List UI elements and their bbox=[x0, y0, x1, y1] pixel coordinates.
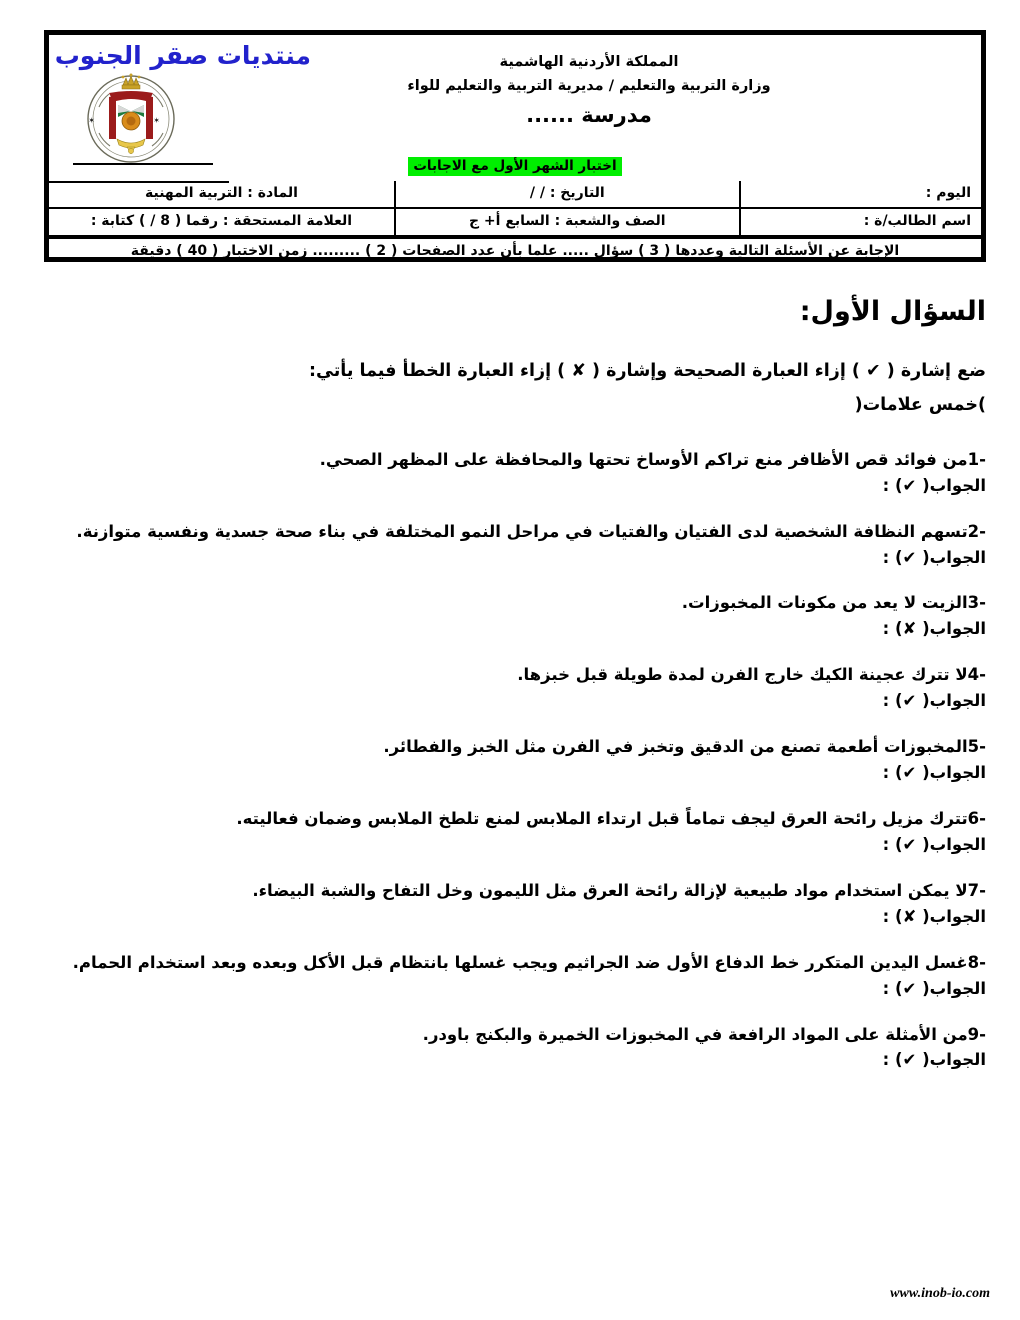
info-row-2 bbox=[49, 209, 981, 239]
day-field: اليوم : bbox=[739, 181, 981, 207]
answer-suffix: ) : bbox=[882, 547, 903, 567]
answer-prefix: الجواب( bbox=[922, 1050, 986, 1070]
question-text: -1من فوائد قص الأظافر منع تراكم الأوساخ تحتها والمحافظة على المظهر الصحي. bbox=[319, 449, 986, 469]
question-answer bbox=[44, 761, 986, 785]
question-answer bbox=[44, 833, 986, 857]
svg-text:✶: ✶ bbox=[88, 116, 95, 125]
cross-icon: ✘ bbox=[902, 906, 917, 926]
answer-suffix: ) : bbox=[882, 691, 903, 711]
question-text: -2تسهم النظافة الشخصية لدى الفتيان والفتيات في مراحل النمو المختلفة في بناء صحة جسدية ونفسية متوازنة. bbox=[76, 521, 986, 541]
info-row-3 bbox=[49, 239, 981, 264]
subject-field: المادة : التربية المهنية bbox=[144, 185, 298, 201]
answer-suffix: ) : bbox=[882, 1050, 903, 1070]
answer-prefix: الجواب( bbox=[922, 978, 986, 998]
exam-header-box bbox=[44, 30, 986, 262]
question-block bbox=[44, 448, 986, 498]
ministry-heading bbox=[249, 51, 929, 127]
question-answer bbox=[44, 1048, 986, 1072]
question-block bbox=[44, 951, 986, 1001]
answer-prefix: الجواب( bbox=[922, 547, 986, 567]
ministry-line: وزارة التربية والتعليم / مديرية التربية والتعليم للواء bbox=[407, 77, 771, 94]
question-block bbox=[44, 663, 986, 713]
kingdom-line: المملكة الأردنية الهاشمية bbox=[499, 54, 679, 70]
question-section-title: السؤال الأول: bbox=[799, 296, 986, 327]
question-answer bbox=[44, 977, 986, 1001]
svg-text:✶: ✶ bbox=[153, 116, 160, 125]
question-text: -9من الأمثلة على المواد الرافعة في المخبوزات الخميرة والبكنج باودر. bbox=[422, 1024, 986, 1044]
question-text: -6تترك مزيل رائحة العرق ليجف تماماً قبل ارتداء الملابس لمنع تلطخ الملابس وضمان فعاليته. bbox=[236, 808, 986, 828]
mark-field bbox=[49, 209, 394, 235]
mark-value: / 8 bbox=[150, 212, 171, 229]
stray-horizontal-rule bbox=[49, 181, 229, 183]
question-block bbox=[44, 735, 986, 785]
question-block bbox=[44, 591, 986, 641]
question-block bbox=[44, 520, 986, 570]
question-block bbox=[44, 807, 986, 857]
check-icon: ✔ bbox=[902, 547, 917, 567]
footer-url: www.inob-io.com bbox=[890, 1286, 990, 1301]
check-icon: ✔ bbox=[902, 475, 917, 495]
question-list bbox=[44, 448, 986, 1073]
question-text: -8غسل اليدين المتكرر خط الدفاع الأول ضد الجراثيم ويجب غسلها بانتظام قبل الأكل وبعده وبعد استخدام الحمام. bbox=[72, 952, 986, 972]
answer-prefix: الجواب( bbox=[922, 619, 986, 639]
cross-icon: ✘ bbox=[902, 619, 917, 639]
question-text: -4لا تترك عجينة الكيك خارج الفرن لمدة طويلة قبل خبزها. bbox=[517, 665, 986, 685]
question-answer bbox=[44, 689, 986, 713]
marks-note: )خمس علامات( bbox=[854, 394, 986, 415]
question-answer bbox=[44, 546, 986, 570]
check-icon: ✔ bbox=[902, 691, 917, 711]
check-icon: ✔ bbox=[902, 763, 917, 783]
answer-prefix: الجواب( bbox=[922, 906, 986, 926]
forum-watermark: منتديات صقر الجنوب bbox=[54, 41, 311, 70]
exam-instructions-line: الإجابة عن الأسئلة التالية وعددها ( 3 ) سؤال ..... علما بأن عدد الصفحات ( 2 ) ......... زمن الاختبار ( 40 ) دقيقة bbox=[130, 242, 900, 259]
mark-label: العلامة المستحقة : رقما ( bbox=[174, 212, 353, 229]
question-block bbox=[44, 879, 986, 929]
answer-suffix: ) : bbox=[882, 906, 903, 926]
check-icon: ✔ bbox=[902, 834, 917, 854]
date-field bbox=[394, 181, 739, 207]
class-field: الصف والشعبة : السابع أ+ ج bbox=[394, 209, 739, 235]
check-icon: ✔ bbox=[902, 978, 917, 998]
check-icon: ✔ bbox=[902, 1050, 917, 1070]
answer-suffix: ) : bbox=[882, 619, 903, 639]
question-answer bbox=[44, 474, 986, 498]
exam-body bbox=[44, 296, 986, 1094]
mark-label-tail: ) كتابة : bbox=[90, 212, 146, 229]
question-text: -3الزيت لا يعد من مكونات المخبوزات. bbox=[681, 593, 986, 613]
answer-prefix: الجواب( bbox=[922, 691, 986, 711]
exam-title-highlight: اختبار الشهر الأول مع الاجابات bbox=[408, 157, 621, 176]
answer-prefix: الجواب( bbox=[922, 763, 986, 783]
exam-title-row bbox=[49, 155, 981, 176]
question-text: -5المخبوزات أطعمة تصنع من الدقيق وتخبز في الفرن مثل الخبز والفطائر. bbox=[383, 737, 986, 757]
answer-prefix: الجواب( bbox=[922, 475, 986, 495]
answer-suffix: ) : bbox=[882, 475, 903, 495]
info-row-1 bbox=[49, 181, 981, 209]
school-line: مدرسة ...... bbox=[526, 102, 652, 127]
question-instructions: ضع إشارة ( ✔ ) إزاء العبارة الصحيحة وإشارة ( ✘ ) إزاء العبارة الخطأ فيما يأتي: bbox=[309, 361, 986, 382]
answer-prefix: الجواب( bbox=[922, 834, 986, 854]
student-name-field: اسم الطالب/ة : bbox=[739, 209, 981, 235]
exam-info-grid bbox=[49, 181, 981, 264]
jordan-coat-of-arms-icon bbox=[83, 63, 179, 167]
answer-suffix: ) : bbox=[882, 763, 903, 783]
date-label: التاريخ : bbox=[549, 185, 605, 201]
question-block bbox=[44, 1023, 986, 1073]
date-value: / / bbox=[529, 185, 545, 201]
question-answer bbox=[44, 617, 986, 641]
answer-suffix: ) : bbox=[882, 978, 903, 998]
question-text: -7لا يمكن استخدام مواد طبيعية لإزالة رائحة العرق مثل الليمون وخل التفاح والشبة البيضاء. bbox=[252, 880, 986, 900]
question-answer bbox=[44, 905, 986, 929]
answer-suffix: ) : bbox=[882, 834, 903, 854]
